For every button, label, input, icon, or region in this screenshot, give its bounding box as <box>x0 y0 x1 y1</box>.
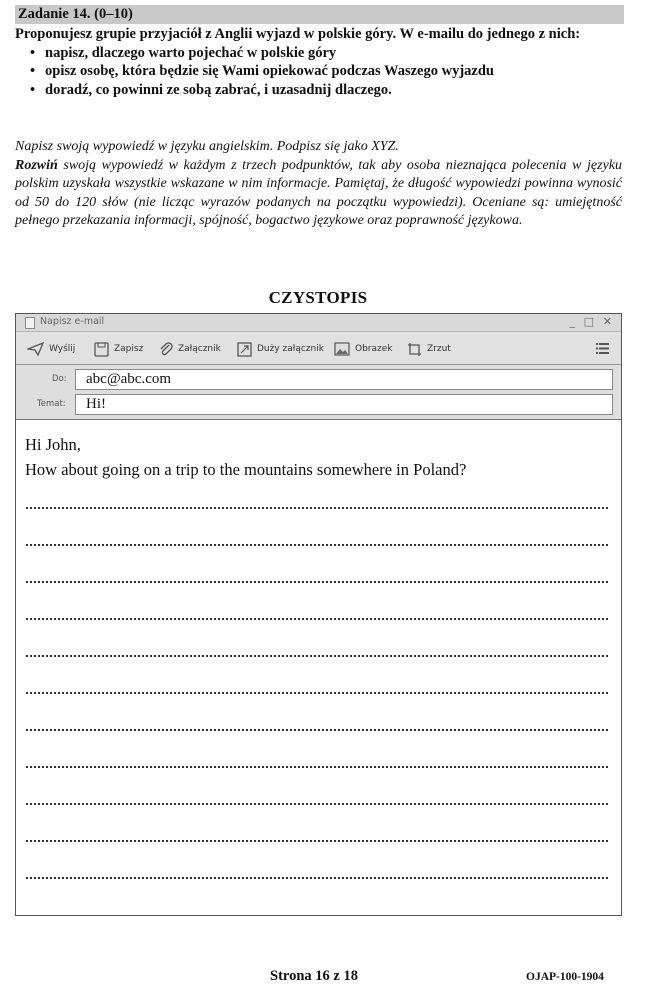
minimize-button[interactable]: _ <box>569 315 575 328</box>
writing-line <box>26 877 608 879</box>
writing-line <box>26 803 608 805</box>
close-button[interactable]: ✕ <box>602 315 612 328</box>
task-intro: Proponujesz grupie przyjaciół z Anglii wyjazd w polskie góry. W e-mailu do jednego z nich: <box>15 26 581 42</box>
large-attach-label: Duży załącznik <box>257 344 324 354</box>
writing-line <box>26 766 608 768</box>
email-greeting: Hi John, <box>25 435 81 454</box>
email-toolbar <box>16 332 621 365</box>
screenshot-label: Zrzut <box>427 344 451 354</box>
window-title: Napisz e-mail <box>40 316 105 327</box>
task-header: Zadanie 14. (0–10) <box>18 6 133 22</box>
send-button[interactable] <box>27 341 75 357</box>
task-instructions <box>15 138 622 231</box>
writing-line <box>26 840 608 842</box>
paperclip-icon <box>159 341 173 357</box>
window-titlebar <box>16 314 621 332</box>
send-label: Wyślij <box>49 344 76 354</box>
task-bullets <box>15 44 621 100</box>
writing-line <box>26 618 608 620</box>
exam-code: OJAP-100-1904 <box>526 971 604 983</box>
writing-line <box>26 729 608 731</box>
task-bullet: • doradź, co powinni ze sobą zabrać, i uzasadnij dlaczego. <box>15 81 621 100</box>
image-icon <box>334 342 350 356</box>
email-header-fields <box>16 365 621 420</box>
menu-icon[interactable] <box>596 343 609 354</box>
instruction-bold: Rozwiń <box>15 157 58 173</box>
maximize-button[interactable]: □ <box>583 315 594 328</box>
large-attach-button[interactable] <box>237 341 324 357</box>
writing-line <box>26 692 608 694</box>
task-bullet: • opisz osobę, która będzie się Wami opiekować podczas Waszego wyjazdu <box>15 62 621 81</box>
save-button[interactable] <box>94 341 143 357</box>
instruction-paragraph <box>15 157 622 231</box>
email-window <box>15 313 622 916</box>
page-number: Strona 16 z 18 <box>270 968 358 984</box>
instruction-line: Napisz swoją wypowiedź w języku angielskim. Podpisz się jako XYZ. <box>15 139 399 154</box>
attach-label: Załącznik <box>178 344 221 354</box>
image-label: Obrazek <box>355 344 393 354</box>
email-first-line: How about going on a trip to the mountains somewhere in Poland? <box>25 460 467 479</box>
email-body[interactable] <box>16 421 621 915</box>
task-description <box>15 25 621 99</box>
send-icon <box>27 342 44 356</box>
to-label: Do: <box>52 374 67 384</box>
large-attachment-icon <box>237 342 252 357</box>
screenshot-button[interactable] <box>407 341 451 357</box>
writing-line <box>26 655 608 657</box>
subject-input[interactable]: Hi! <box>75 394 613 415</box>
instruction-rest: swoją wypowiedź w każdym z trzech podpunktów, tak aby osoba nieznająca polecenia w języku polskim uzyskała wszystkie wskazane w nim informacje. Pamiętaj, że długość wypowiedzi powinna wynosić od 50 do 120 słów (nie licząc wyrazów podanych na początku wypowiedzi). Oceniane są: umiejętność pełnego przekazania informacji, spójność, bogactwo językowe oraz poprawność językowa. <box>15 157 622 229</box>
document-icon <box>25 317 35 329</box>
to-input[interactable]: abc@abc.com <box>75 369 613 390</box>
image-button[interactable] <box>334 341 393 357</box>
writing-line <box>26 544 608 546</box>
task-bullet: • napisz, dlaczego warto pojechać w polskie góry <box>15 44 621 63</box>
writing-line <box>26 507 608 509</box>
task-header-bar <box>15 5 624 24</box>
clean-copy-title: CZYSTOPIS <box>268 288 368 307</box>
attach-button[interactable] <box>159 341 221 357</box>
save-icon <box>94 342 109 357</box>
writing-line <box>26 581 608 583</box>
subject-label: Temat: <box>37 399 66 409</box>
save-label: Zapisz <box>114 344 144 354</box>
screenshot-icon <box>407 342 422 357</box>
